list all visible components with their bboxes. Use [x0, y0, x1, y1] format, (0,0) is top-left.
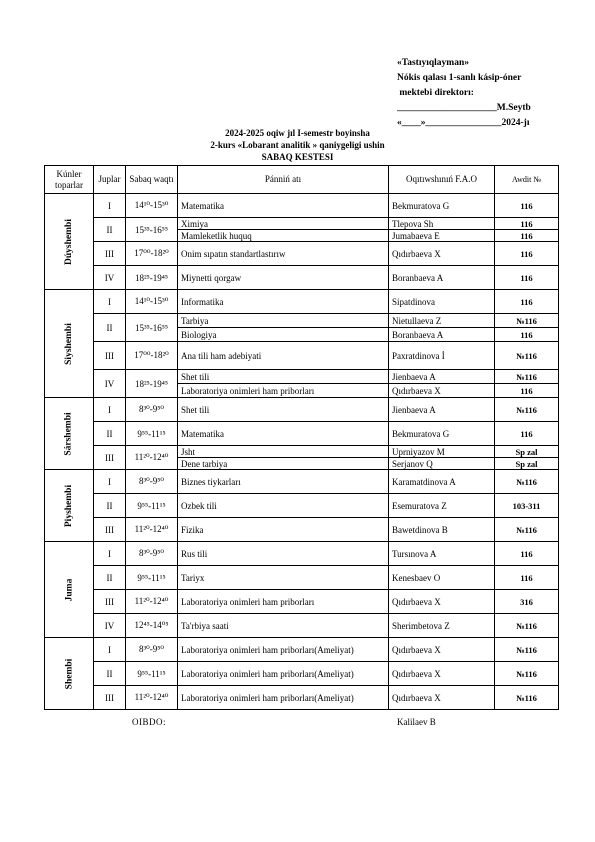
room-number: 316: [495, 590, 559, 614]
day-label: Sárshembi: [63, 412, 74, 456]
subject-name: Ana tili ham adebiyati: [178, 342, 389, 370]
pair-number: I: [94, 398, 126, 422]
schedule-body: [45, 194, 559, 710]
teacher-name: Karamatdinova A: [389, 470, 495, 494]
lesson-time: 9⁵⁵-11¹⁵: [126, 422, 178, 446]
pair-number: II: [94, 494, 126, 518]
teacher-name: Qıdırbaeva X: [389, 686, 495, 710]
room-number: №116: [495, 314, 559, 328]
subject-name: Mamleketlik huquq: [178, 230, 389, 242]
room-number: 116: [495, 242, 559, 266]
teacher-name: Nietullaeva Z: [389, 314, 495, 328]
approval-line-2: Nókis qalası 1-sanlı kásip-óner: [397, 73, 522, 83]
header-time: Sabaq waqtı: [126, 166, 178, 194]
room-number: 116: [495, 230, 559, 242]
table-row: [45, 422, 559, 446]
lesson-time: 15³⁵-16⁵⁵: [126, 218, 178, 242]
room-number: 103-311: [495, 494, 559, 518]
room-number: 116: [495, 384, 559, 398]
pair-number: I: [94, 194, 126, 218]
room-number: 116: [495, 218, 559, 230]
teacher-name: Sipatdinova: [389, 290, 495, 314]
subject-name: Matematika: [178, 194, 389, 218]
header-teacher: Oqıtıwshınıń F.A.O: [389, 166, 495, 194]
table-row: [45, 446, 559, 458]
subject-name: Laboratoriya onimleri ham priborları: [178, 590, 389, 614]
lesson-time: 14¹⁰-15³⁰: [126, 194, 178, 218]
lesson-time: 11²⁰-12⁴⁰: [126, 590, 178, 614]
schedule-title-line-3: SABAQ KESTESI: [261, 152, 334, 162]
subject-name: Jsht: [178, 446, 389, 458]
table-row: [45, 370, 559, 384]
pair-number: IV: [94, 370, 126, 398]
lesson-time: 14¹⁰-15³⁰: [126, 290, 178, 314]
pair-number: II: [94, 314, 126, 342]
subject-name: Laboratoriya onimleri ham priborları(Ameliyat): [178, 662, 389, 686]
room-number: Sp zal: [495, 446, 559, 458]
table-row: [45, 566, 559, 590]
table-row: [45, 266, 559, 290]
lesson-time: 9⁵⁵-11¹⁵: [126, 494, 178, 518]
pair-number: II: [94, 218, 126, 242]
subject-name: Laboratoriya onimleri ham priborları: [178, 384, 389, 398]
pair-number: III: [94, 446, 126, 470]
room-number: 116: [495, 566, 559, 590]
subject-name: Tarbiya: [178, 314, 389, 328]
lesson-time: 8³⁰-9⁵⁰: [126, 398, 178, 422]
subject-name: Rus tili: [178, 542, 389, 566]
approval-block: [397, 56, 595, 131]
teacher-name: Esemuratova Z: [389, 494, 495, 518]
pair-number: III: [94, 342, 126, 370]
schedule-title-line-1: 2024-2025 oqiw jıl I-semestr boyinsha: [225, 128, 370, 138]
pair-number: IV: [94, 266, 126, 290]
table-row: [45, 614, 559, 638]
day-label: Dúyshembi: [64, 219, 74, 265]
teacher-name: Bawetdinova B: [389, 518, 495, 542]
pair-number: I: [94, 542, 126, 566]
table-row: [45, 686, 559, 710]
day-label: Piyshembi: [63, 484, 74, 528]
subject-name: Dene tarbiya: [178, 458, 389, 470]
lesson-time: 17⁰⁰-18²⁰: [126, 242, 178, 266]
subject-name: Fizika: [178, 518, 389, 542]
approval-line-5: «____»________________2024-jı: [397, 118, 530, 128]
approval-line-4: _____________________M.Seytb: [397, 103, 531, 113]
table-row: [45, 494, 559, 518]
teacher-name: Qıdırbaeva X: [389, 638, 495, 662]
day-label-cell: [45, 194, 94, 290]
teacher-name: Qıdırbaeva X: [389, 384, 495, 398]
room-number: 116: [495, 328, 559, 342]
schedule-title-line-2: 2-kurs «Lobarant analitik » qaniygeligi ushin: [210, 140, 385, 150]
day-label-cell: [45, 398, 94, 470]
pair-number: II: [94, 422, 126, 446]
table-row: [45, 290, 559, 314]
subject-name: Biologiya: [178, 328, 389, 342]
table-row: [45, 194, 559, 218]
teacher-name: Paxratdinova İ: [389, 342, 495, 370]
teacher-name: Sherimbetova Z: [389, 614, 495, 638]
table-row: [45, 242, 559, 266]
room-number: 116: [495, 194, 559, 218]
signature-right-name: Kalilaev B: [397, 717, 436, 727]
teacher-name: Boranbaeva A: [389, 266, 495, 290]
subject-name: Shet tili: [178, 370, 389, 384]
teacher-name: Serjanov Q: [389, 458, 495, 470]
teacher-name: Qıdırbaeva X: [389, 242, 495, 266]
table-row: [45, 218, 559, 230]
pair-number: III: [94, 518, 126, 542]
teacher-name: Qıdırbaeva X: [389, 590, 495, 614]
pair-number: I: [94, 470, 126, 494]
day-label-cell: [45, 470, 94, 542]
day-label: Siyshembi: [64, 323, 74, 365]
subject-name: Biznes tiykarları: [178, 470, 389, 494]
table-row: [45, 662, 559, 686]
pair-number: I: [94, 290, 126, 314]
subject-name: Ozbek tili: [178, 494, 389, 518]
room-number: Sp zal: [495, 458, 559, 470]
room-number: №116: [495, 518, 559, 542]
approval-line-3: mektebi direktorı:: [397, 88, 474, 98]
room-number: №116: [495, 470, 559, 494]
header-pair: Juplar: [94, 166, 126, 194]
teacher-name: Jienbaeva A: [389, 370, 495, 384]
teacher-name: Qıdırbaeva X: [389, 662, 495, 686]
teacher-name: Tursınova A: [389, 542, 495, 566]
lesson-time: 17⁰⁰-18²⁰: [126, 342, 178, 370]
header-room: Awdit №: [495, 166, 559, 194]
room-number: №116: [495, 342, 559, 370]
header-subject: Pánniń atı: [178, 166, 389, 194]
day-label: Juma: [63, 578, 74, 602]
pair-number: II: [94, 566, 126, 590]
teacher-name: Bekmuratova G: [389, 422, 495, 446]
table-row: [45, 314, 559, 328]
subject-name: Informatika: [178, 290, 389, 314]
table-row: [45, 638, 559, 662]
subject-name: Ximiya: [178, 218, 389, 230]
day-label: Shembi: [64, 658, 74, 690]
table-row: [45, 342, 559, 370]
pair-number: III: [94, 686, 126, 710]
lesson-time: 8³⁰-9⁵⁰: [126, 638, 178, 662]
pair-number: III: [94, 242, 126, 266]
room-number: 116: [495, 290, 559, 314]
room-number: №116: [495, 686, 559, 710]
day-label-cell: [45, 638, 94, 710]
lesson-time: 15³⁵-16⁵⁵: [126, 314, 178, 342]
teacher-name: Jienbaeva A: [389, 398, 495, 422]
subject-name: Tariyx: [178, 566, 389, 590]
approval-line-1: «Tastıyıqlayman»: [397, 58, 469, 68]
header-day: Kúnler toparlar: [45, 166, 94, 194]
lesson-time: 18²⁵-19⁴⁵: [126, 370, 178, 398]
subject-name: Laboratoriya onimleri ham priborları(Ameliyat): [178, 638, 389, 662]
subject-name: Matematika: [178, 422, 389, 446]
teacher-name: Boranbaeva A: [389, 328, 495, 342]
day-label-cell: [45, 290, 94, 398]
room-number: №116: [495, 398, 559, 422]
schedule-table: [44, 165, 559, 710]
room-number: №116: [495, 614, 559, 638]
lesson-time: 11²⁰-12⁴⁰: [126, 518, 178, 542]
room-number: 116: [495, 266, 559, 290]
table-row: [45, 398, 559, 422]
lesson-time: 11²⁰-12⁴⁰: [126, 686, 178, 710]
teacher-name: Uprniyazov M: [389, 446, 495, 458]
subject-name: Ta'rbiya saati: [178, 614, 389, 638]
pair-number: III: [94, 590, 126, 614]
room-number: №116: [495, 370, 559, 384]
lesson-time: 9⁵⁵-11¹⁵: [126, 662, 178, 686]
lesson-time: 12⁴⁵-14⁰⁵: [126, 614, 178, 638]
table-row: [45, 470, 559, 494]
room-number: №116: [495, 638, 559, 662]
room-number: 116: [495, 422, 559, 446]
room-number: 116: [495, 542, 559, 566]
lesson-time: 8³⁰-9⁵⁰: [126, 470, 178, 494]
room-number: №116: [495, 662, 559, 686]
lesson-time: 11²⁰-12⁴⁰: [126, 446, 178, 470]
table-row: [45, 542, 559, 566]
teacher-name: Bekmuratova G: [389, 194, 495, 218]
teacher-name: Tlepova Sh: [389, 218, 495, 230]
teacher-name: Kenesbaev O: [389, 566, 495, 590]
table-row: [45, 518, 559, 542]
lesson-time: 9⁵⁵-11¹⁵: [126, 566, 178, 590]
subject-name: Onim sıpatın standartlastırıw: [178, 242, 389, 266]
pair-number: IV: [94, 614, 126, 638]
subject-name: Miynetti qorgaw: [178, 266, 389, 290]
lesson-time: 18²⁵-19⁴⁵: [126, 266, 178, 290]
teacher-name: Jumabaeva E: [389, 230, 495, 242]
subject-name: Laboratoriya onimleri ham priborları(Ameliyat): [178, 686, 389, 710]
subject-name: Shet tili: [178, 398, 389, 422]
pair-number: I: [94, 638, 126, 662]
pair-number: II: [94, 662, 126, 686]
lesson-time: 8³⁰-9⁵⁰: [126, 542, 178, 566]
signature-left-label: OIBDO:: [132, 717, 166, 727]
table-row: [45, 590, 559, 614]
day-label-cell: [45, 542, 94, 638]
